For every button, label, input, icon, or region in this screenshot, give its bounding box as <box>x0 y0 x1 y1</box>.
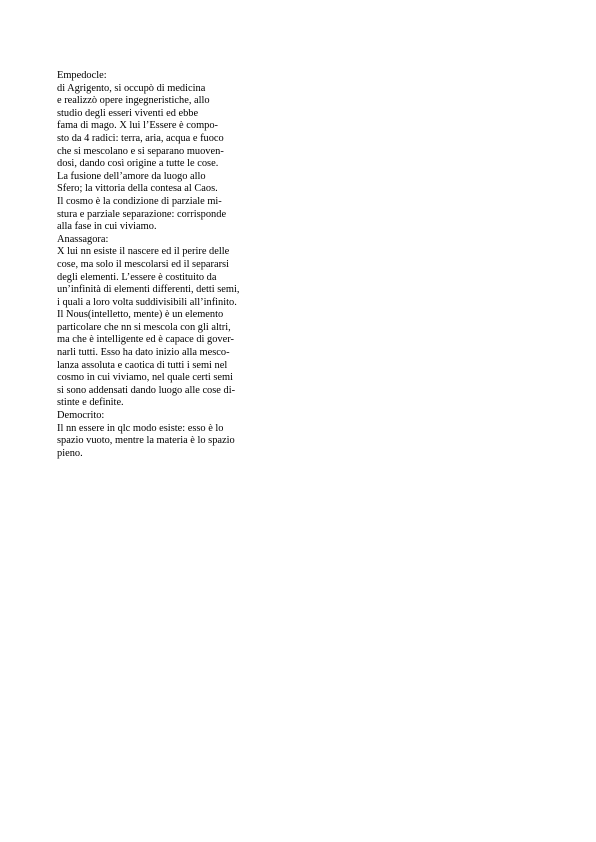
text-line: cosmo in cui viviamo, nel quale certi semi <box>57 372 234 384</box>
text-line: Empedocle: <box>57 70 107 81</box>
text-line: e realizzò opere ingegneristiche, allo <box>57 95 210 107</box>
text-line: X lui nn esiste il nascere ed il perire delle <box>57 246 230 258</box>
text-line: Il Nous(intelletto, mente) è un elemento <box>57 309 224 321</box>
text-line: di Agrigento, si occupò di medicina <box>57 82 206 94</box>
text-line: pieno. <box>57 447 83 459</box>
text-line: stinte e definite. <box>57 397 124 409</box>
text-line: sto da 4 radici: terra, aria, acqua e fuoco <box>57 132 224 144</box>
text-line: si sono addensati dando luogo alle cose di- <box>57 384 236 396</box>
text-line: Il cosmo è la condizione di parziale mi- <box>57 195 222 207</box>
text-line: studio degli esseri viventi ed ebbe <box>57 107 199 119</box>
text-line: particolare che nn si mescola con gli altri, <box>57 321 231 333</box>
text-line: Il nn essere in qlc modo esiste: esso è lo <box>57 422 224 434</box>
text-line: narli tutti. Esso ha dato inizio alla mesco- <box>57 347 230 359</box>
text-line: degli elementi. L’essere è costituito da <box>57 271 217 283</box>
text-line: La fusione dell’amore da luogo allo <box>57 170 206 182</box>
text-line: Democrito: <box>57 410 105 422</box>
text-line: un’infinità di elementi differenti, detti semi, <box>57 284 240 296</box>
text-line: Anassagora: <box>57 233 109 245</box>
document-text <box>57 70 297 460</box>
text-line: ma che è intelligente ed è capace di gover- <box>57 334 234 346</box>
text-line: cose, ma solo il mescolarsi ed il separarsi <box>57 258 229 270</box>
text-line: che si mescolano e si separano muoven- <box>57 145 224 157</box>
text-line: Sfero; la vittoria della contesa al Caos. <box>57 183 218 195</box>
text-line: spazio vuoto, mentre la materia è lo spazio <box>57 435 235 447</box>
text-line: i quali a loro volta suddivisibili all’infinito. <box>57 296 237 308</box>
text-line: dosi, dando così origine a tutte le cose. <box>57 158 219 170</box>
text-line: alla fase in cui viviamo. <box>57 221 157 233</box>
text-line: stura e parziale separazione: corrisponde <box>57 208 227 220</box>
text-line: lanza assoluta e caotica di tutti i semi nel <box>57 359 228 371</box>
text-line: fama di mago. X lui l’Essere è compo- <box>57 120 219 132</box>
